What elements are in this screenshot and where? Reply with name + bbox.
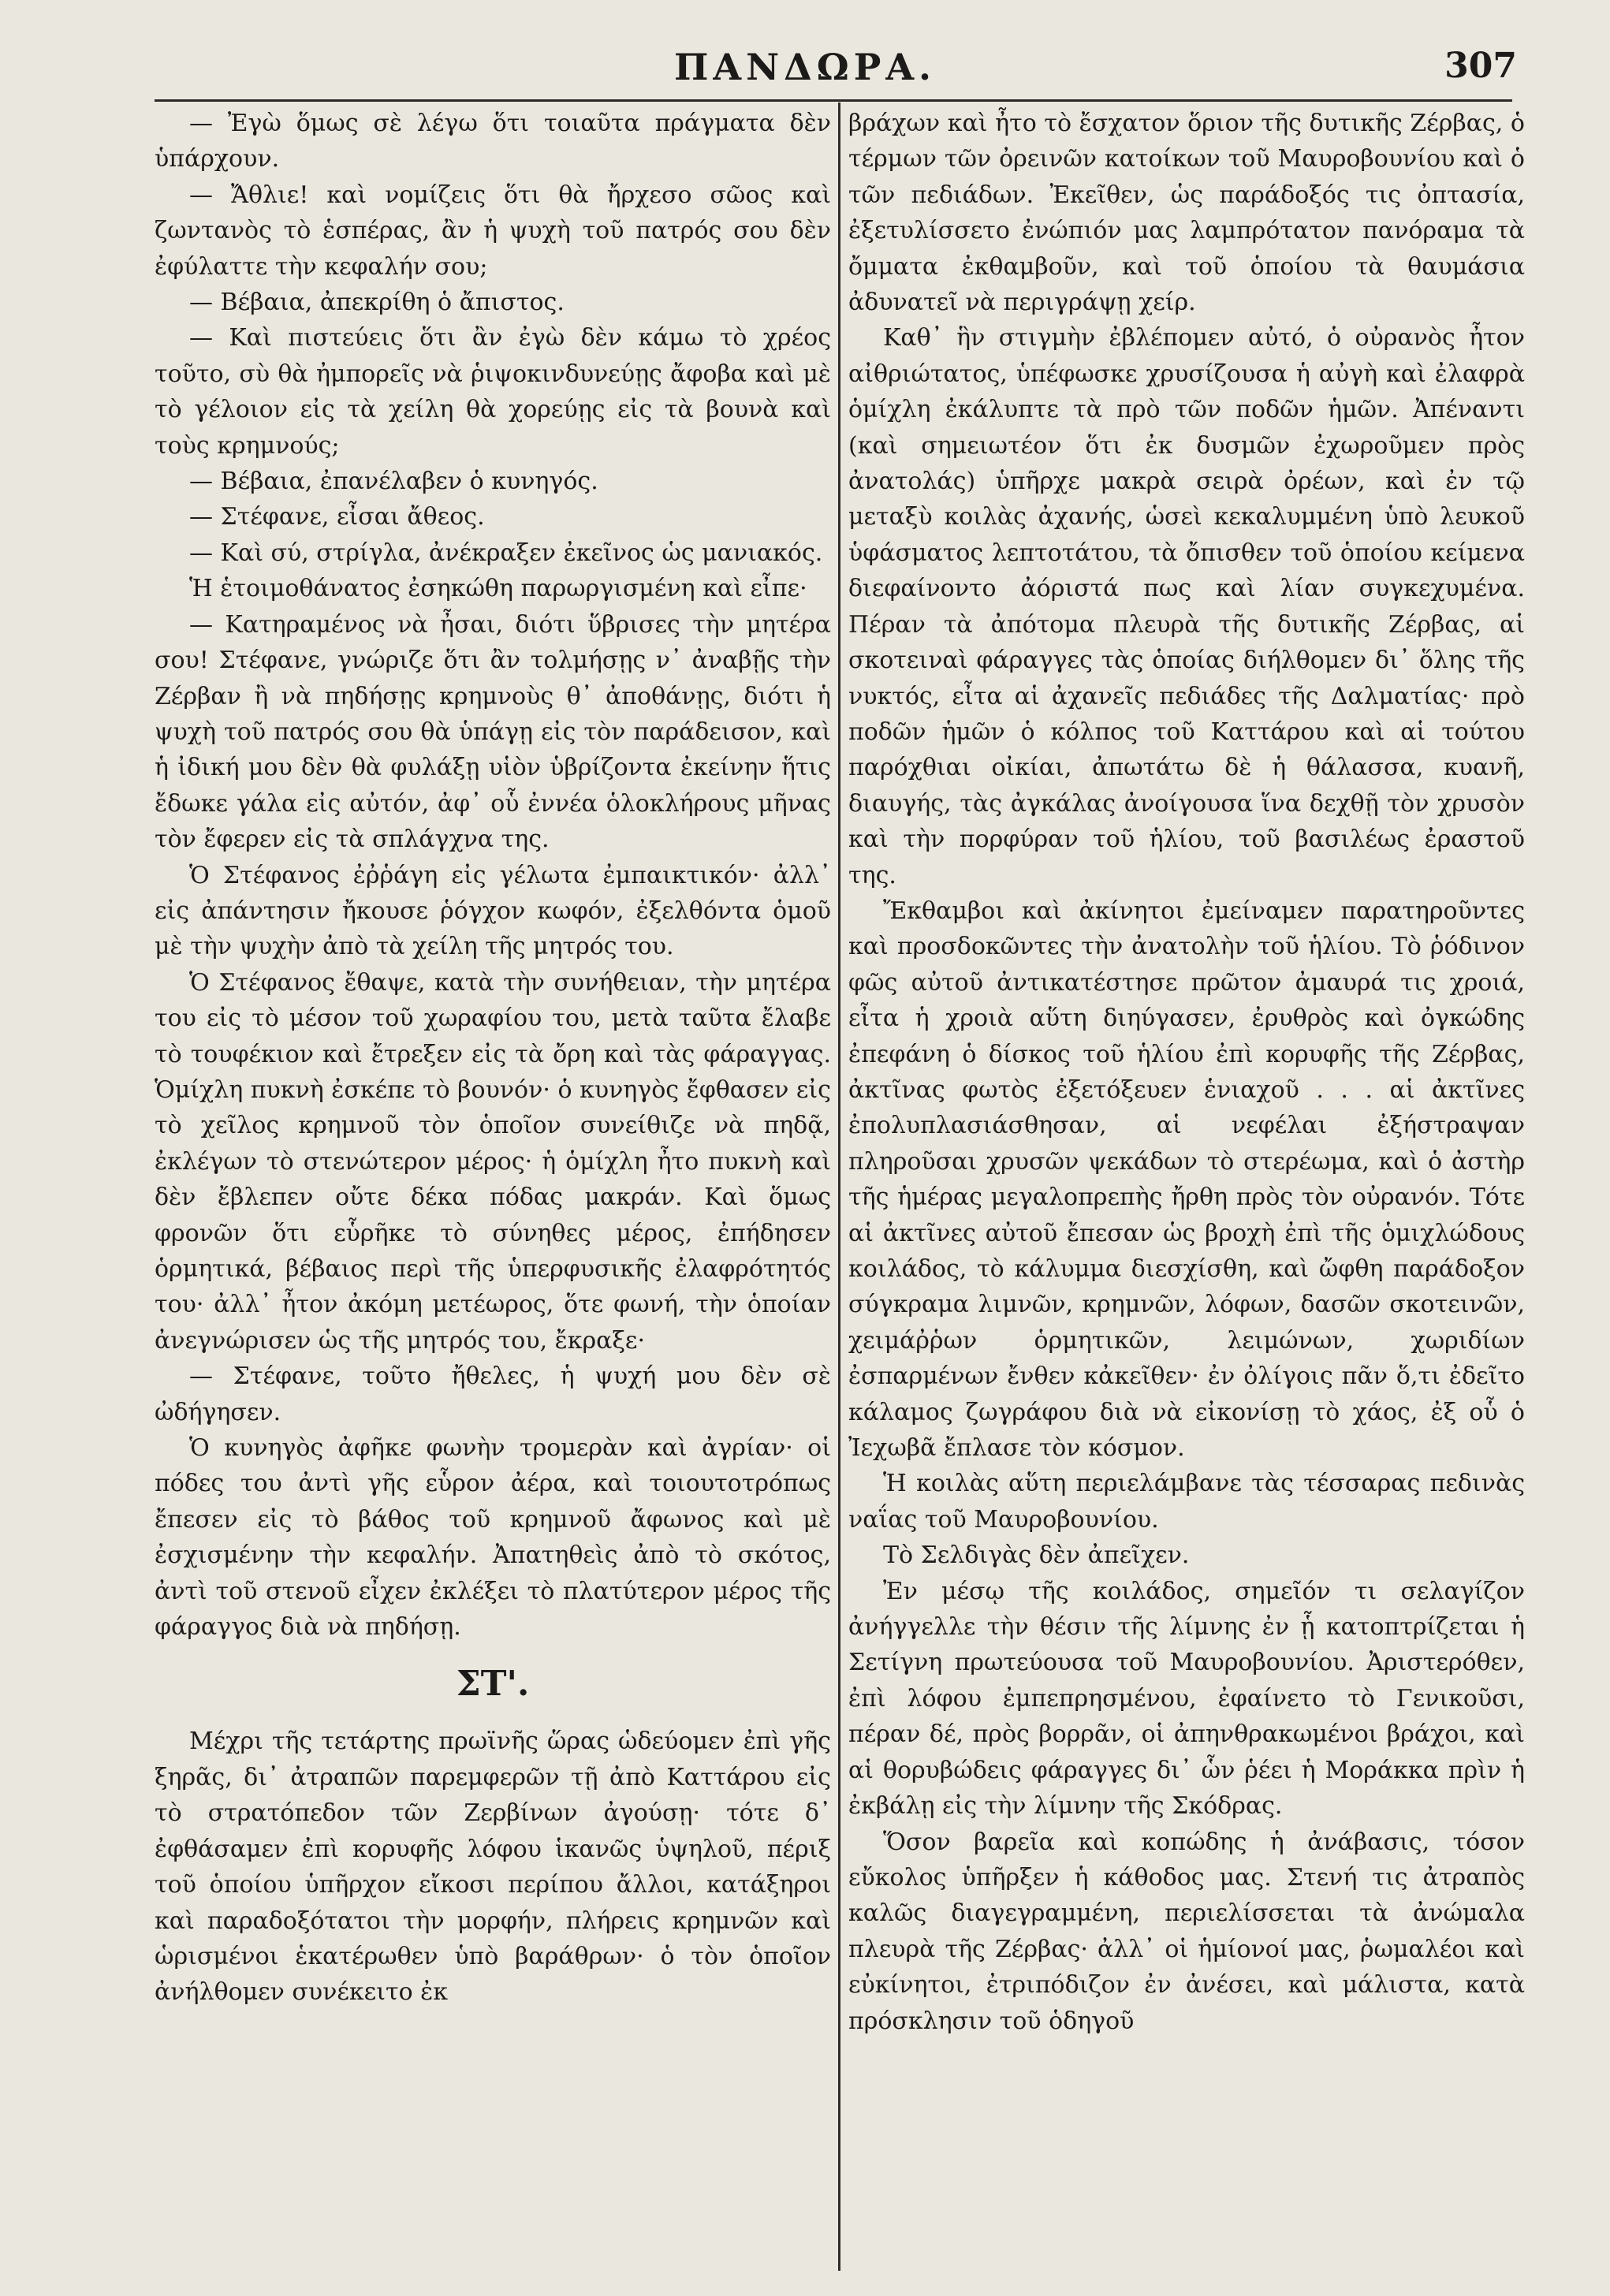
paragraph: — Ἄθλιε! καὶ νομίζεις ὅτι θὰ ἤρχεσο σῶος καὶ ζωντανὸς τὸ ἑσπέρας, ἂν ἡ ψυχὴ τοῦ πατρός σου δὲν ἐφύλαττε τὴν κεφαλήν σου; [155,181,831,281]
paragraph: — Ἐγὼ ὅμως σὲ λέγω ὅτι τοιαῦτα πράγματα δὲν ὑπάρχουν. [155,110,831,173]
section-heading: ΣΤ'. [456,1664,530,1705]
paragraph: Ὁ Στέφανος ἐῤῥάγη εἰς γέλωτα ἐμπαικτικόν· ἀλλ᾽ εἰς ἀπάντησιν ἤκουσε ῥόγχον κωφόν, ἐξελθόντα ὁμοῦ μὲ τὴν ψυχὴν ἀπὸ τὰ χείλη τῆς μητρός του. [155,861,831,961]
left-column [155,106,831,2011]
paragraph: Ἔκθαμβοι καὶ ἀκίνητοι ἐμείναμεν παρατηροῦντες καὶ προσδοκῶντες τὴν ἀνατολὴν τοῦ ἡλίου. Τὸ ῥόδινον φῶς αὐτοῦ ἀντικατέστησε πρῶτον ἀμαυρά τις χροιά, εἶτα ἡ χροιὰ αὕτη διηύγασεν, ἐρυθρὸς καὶ ὀγκώδης ἐπεφάνη ὁ δίσκος τοῦ ἡλίου ἐπὶ κορυφῆς τῆς Ζέρβας, ἀκτῖνας φωτὸς ἐξετόξευεν ἑνιαχοῦ . . . αἱ ἀκτῖνες ἐπολυπλασιάσθησαν, αἱ νεφέλαι ἐξήστραψαν πληροῦσαι χρυσῶν ψεκάδων τὸ στερέωμα, καὶ ὁ ἀστὴρ τῆς ἡμέρας μεγαλοπρεπὴς ἤρθη πρὸς τὸν οὐρανόν. Τότε αἱ ἀκτῖνες αὐτοῦ ἔπεσαν ὡς βροχὴ ἐπὶ τῆς ὁμιχλώδους κοιλάδος, τὸ κάλυμμα διεσχίσθη, καὶ ὤφθη παράδοξον σύγκραμα λιμνῶν, κρημνῶν, λόφων, δασῶν σκοτεινῶν, χειμάῤῥων ὁρμητικῶν, λειμώνων, χωριδίων ἐσπαρμένων ἔνθεν κἀκεῖθεν· ἐν ὀλίγοις πᾶν ὅ,τι ἐδεῖτο κάλαμος ζωγράφου διὰ νὰ εἰκονίσῃ τὸ χάος, ἐξ οὗ ὁ Ἰεχωβᾶ ἔπλασε τὸν κόσμον. [848,896,1525,1463]
paragraph: Μέχρι τῆς τετάρτης πρωϊνῆς ὥρας ὡδεύομεν ἐπὶ γῆς ξηρᾶς, δι᾽ ἀτραπῶν παρεμφερῶν τῇ ἀπὸ Καττάρου εἰς τὸ στρατόπεδον τῶν Ζερβίνων ἀγούσῃ· τότε δ᾽ ἐφθάσαμεν ἐπὶ κορυφῆς λόφου ἱκανῶς ὑψηλοῦ, πέριξ τοῦ ὁποίου ὑπῆρχον εἴκοσι περίπου ἄλλοι, κατάξηροι καὶ παραδοξότατοι τὴν μορφήν, πλήρεις κρημνῶν καὶ ὡρισμένοι ἑκατέρωθεν ὑπὸ βαράθρων· ὁ τὸν ὁποῖον ἀνήλθομεν συνέκειτο ἐκ [155,1728,831,2007]
paragraph: — Βέβαια, ἀπεκρίθη ὁ ἄπιστος. [189,289,565,317]
paragraph: Ἡ ἑτοιμοθάνατος ἐσηκώθη παρωργισμένη καὶ εἶπε· [189,575,807,603]
paragraph: Καθ᾽ ἣν στιγμὴν ἐβλέπομεν αὐτό, ὁ οὐρανὸς ἦτον αἰθριώτατος, ὑπέφωσκε χρυσίζουσα ἡ αὐγὴ καὶ ἐλαφρὰ ὁμίχλη ἐκάλυπτε τὰ πρὸ τῶν ποδῶν ἡμῶν. Ἀπέναντι (καὶ σημειωτέον ὅτι ἐκ δυσμῶν ἐχωροῦμεν πρὸς ἀνατολάς) ὑπῆρχε μακρὰ σειρὰ ὀρέων, καὶ ἐν τῷ μεταξὺ κοιλὰς ἀχανής, ὡσεὶ κεκαλυμμένη ὑπὸ λευκοῦ ὑφάσματος λεπτοτάτου, τὰ ὄπισθεν τοῦ ὁποίου κείμενα διεφαίνοντο ἀόριστά πως καὶ λίαν συγκεχυμένα. Πέραν τὰ ἀπότομα πλευρὰ τῆς δυτικῆς Ζέρβας, αἱ σκοτειναὶ φάραγγες τὰς ὁποίας διήλθομεν δι᾽ ὅλης τῆς νυκτός, εἶτα αἱ ἀχανεῖς πεδιάδες τῆς Δαλματίας· πρὸ ποδῶν ἡμῶν ὁ κόλπος τοῦ Καττάρου καὶ αἱ τούτου παρόχθιαι οἰκίαι, ἀπωτάτω δὲ ἡ θάλασσα, κυανῆ, διαυγής, τὰς ἀγκάλας ἀνοίγουσα ἵνα δεχθῇ τὸν χρυσὸν καὶ τὴν πορφύραν τοῦ ἡλίου, τοῦ βασιλέως ἐραστοῦ της. [848,324,1525,889]
paragraph: — Κατηραμένος νὰ ἦσαι, διότι ὕβρισες τὴν μητέρα σου! Στέφανε, γνώριζε ὅτι ἂν τολμήσῃς ν᾽ ἀναβῇς τὴν Ζέρβαν ἢ νὰ πηδήσῃς κρημνοὺς θ᾽ ἀποθάνῃς, διότι ἡ ψυχὴ τοῦ πατρός σου θὰ ὑπάγῃ εἰς τὸν παράδεισον, καὶ ἡ ἰδική μου δὲν θὰ φυλάξῃ υἱὸν ὑβρίζοντα ἐκείνην ἥτις ἔδωκε γάλα εἰς αὐτόν, ἀφ᾽ οὗ ἐννέα ὁλοκλήρους μῆνας τὸν ἔφερεν εἰς τὰ σπλάγχνα της. [155,610,831,854]
paragraph: βράχων καὶ ἦτο τὸ ἔσχατον ὅριον τῆς δυτικῆς Ζέρβας, ὁ τέρμων τῶν ὀρεινῶν κατοίκων τοῦ Μαυροβουνίου καὶ ὁ τῶν πεδιάδων. Ἐκεῖθεν, ὡς παράδοξός τις ὀπτασία, ἐξετυλίσσετο ἐνώπιόν μας λαμπρότατον πανόραμα τὰ ὄμματα ἐκθαμβοῦν, καὶ τοῦ ὁποίου τὰ θαυμάσια ἀδυνατεῖ νὰ περιγράψῃ χείρ. [848,110,1525,317]
paragraph: — Βέβαια, ἐπανέλαβεν ὁ κυνηγός. [189,468,598,496]
paragraph: Τὸ Σελδιγὰς δὲν ἀπεῖχεν. [883,1541,1190,1570]
paragraph: Ὅσον βαρεῖα καὶ κοπώδης ἡ ἀνάβασις, τόσον εὔκολος ὑπῆρξεν ἡ κάθοδος μας. Στενή τις ἀτραπὸς καλῶς διαγεγραμμένη, περιελίσσεται τὰ ἀνώμαλα πλευρὰ τῆς Ζέρβας· ἀλλ᾽ οἱ ἡμίονοί μας, ῥωμαλέοι καὶ εὐκίνητοι, ἐτριπόδιζον ἐν ἀνέσει, καὶ μάλιστα, κατὰ πρόσκλησιν τοῦ ὁδηγοῦ [848,1828,1525,2035]
header-rule [155,99,1512,102]
column-divider [838,102,840,2271]
right-column [848,106,1525,2039]
paragraph: Ἡ κοιλὰς αὕτη περιελάμβανε τὰς τέσσαρας πεδινὰς ναΐας τοῦ Μαυροβουνίου. [848,1470,1525,1534]
journal-title: ΠΑΝΔΩΡΑ. [673,46,937,88]
paragraph: — Καὶ σύ, στρίγλα, ἀνέκραξεν ἐκεῖνος ὡς μανιακός. [189,539,823,567]
page-number: 307 [1444,46,1517,86]
paragraph: — Στέφανε, τοῦτο ἤθελες, ἡ ψυχή μου δὲν σὲ ὠδήγησεν. [155,1362,831,1426]
paragraph: Ὁ κυνηγὸς ἀφῆκε φωνὴν τρομερὰν καὶ ἀγρίαν· οἱ πόδες του ἀντὶ γῆς εὗρον ἀέρα, καὶ τοιουτοτρόπως ἔπεσεν εἰς τὸ βάθος τοῦ κρημνοῦ ἄφωνος καὶ μὲ ἐσχισμένην τὴν κεφαλήν. Ἀπατηθεὶς ἀπὸ τὸ σκότος, ἀντὶ τοῦ στενοῦ εἶχεν ἐκλέξει τὸ πλατύτερον μέρος τῆς φάραγγος διὰ νὰ πηδήσῃ. [155,1434,831,1642]
paragraph: — Καὶ πιστεύεις ὅτι ἂν ἐγὼ δὲν κάμω τὸ χρέος τοῦτο, σὺ θὰ ἠμπορεῖς νὰ ῥιψοκινδυνεύῃς ἄφοβα καὶ μὲ τὸ γέλοιον εἰς τὰ χείλη θὰ χορεύῃς εἰς τὰ βουνὰ καὶ τοὺς κρημνούς; [155,324,831,460]
paragraph: Ἐν μέσῳ τῆς κοιλάδος, σημεῖόν τι σελαγίζον ἀνήγγελλε τὴν θέσιν τῆς λίμνης ἐν ᾗ κατοπτρίζεται ἡ Σετίγνη πρωτεύουσα τοῦ Μαυροβουνίου. Ἀριστερόθεν, ἐπὶ λόφου ἐμπεπρησμένου, ἐφαίνετο τὸ Γενικοῦσι, πέραν δέ, πρὸς βορρᾶν, οἱ ἀπηνθρακωμένοι βράχοι, καὶ αἱ θορυβώδεις φάραγγες δι᾽ ὧν ῥέει ἡ Μοράκκα πρὶν ἡ ἐκβάλῃ εἰς τὴν λίμνην τῆς Σκόδρας. [848,1577,1525,1821]
paragraph: Ὁ Στέφανος ἔθαψε, κατὰ τὴν συνήθειαν, τὴν μητέρα του εἰς τὸ μέσον τοῦ χωραφίου του, μετὰ ταῦτα ἔλαβε τὸ τουφέκιον καὶ ἔτρεξεν εἰς τὰ ὄρη καὶ τὰς φάραγγας. Ὁμίχλη πυκνὴ ἐσκέπε τὸ βουνόν· ὁ κυνηγὸς ἔφθασεν εἰς τὸ χεῖλος κρημνοῦ τὸν ὁποῖον συνείθιζε νὰ πηδᾷ, ἐκλέγων τὸ στενώτερον μέρος· ἡ ὁμίχλη ἦτο πυκνὴ καὶ δὲν ἔβλεπεν οὔτε δέκα πόδας μακράν. Καὶ ὅμως φρονῶν ὅτι εὗρῆκε τὸ σύνηθες μέρος, ἐπήδησεν ὁρμητικά, βέβαιος περὶ τῆς ὑπερφυσικῆς ἐλαφρότητός του· ἀλλ᾽ ἦτον ἀκόμη μετέωρος, ὅτε φωνή, τὴν ὁποίαν ἀνεγνώρισεν ὡς τῆς μητρός του, ἔκραξε· [155,968,831,1355]
paragraph: — Στέφανε, εἶσαι ἄθεος. [189,503,485,531]
page-header [0,46,1610,93]
